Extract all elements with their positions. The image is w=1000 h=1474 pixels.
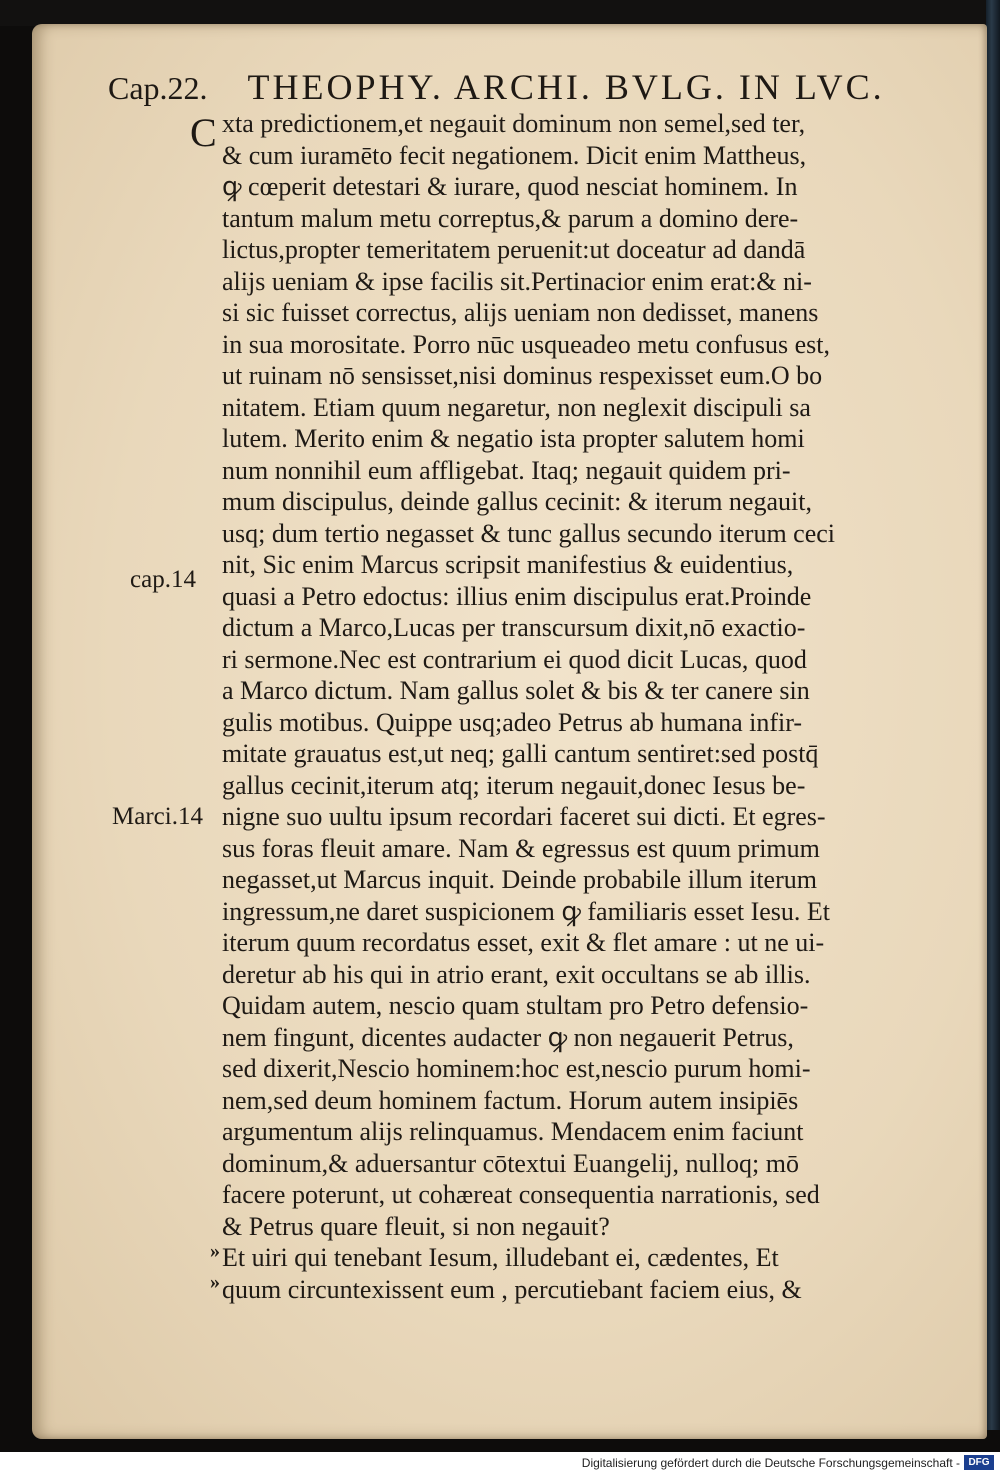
text-line: si sic fuisset correctus, alijs ueniam non dedisset, manens [222,298,819,327]
text-line: nigne suo uultu ipsum recordari faceret sui dicti. Et egres- [222,802,826,831]
scan-top-edge [0,0,1000,26]
quote-mark: » [210,1240,220,1262]
text-line: usq; dum tertio negasset & tunc gallus secundo iterum ceci [222,518,836,548]
text-line: argumentum alijs relinquamus. Mendacem enim faciunt [222,1117,804,1146]
body-text [222,108,932,1305]
text-line: gulis motibus. Quippe usq;adeo Petrus ab humana infir- [222,707,803,737]
text-line: Et uiri qui tenebant Iesum, illudebant ei, cædentes, Et [222,1243,779,1272]
text-line: lutem. Merito enim & negatio ista propter salutem homi [222,424,805,453]
text-line: sus foras fleuit amare. Nam & egressus est quum primum [222,833,820,863]
digitization-footer [0,1452,1000,1474]
text-line: ri sermone.Nec est contrarium ei quod dicit Lucas, quod [222,644,807,674]
text-line: iterum quum recordatus esset, exit & flet amare : ut ne ui- [222,928,825,957]
text-line: ꝙ cœperit detestari & iurare, quod nesciat hominem. In [222,172,798,201]
marginal-note: Marci.14 [112,803,203,830]
running-head-title: THEOPHY. ARCHI. BVLG. IN LVC. [247,67,885,107]
quote-mark: » [210,1271,220,1293]
text-line: nem,sed deum hominem factum. Horum autem insipiēs [222,1085,799,1115]
running-head [108,66,908,108]
footer-credit: Digitalisierung gefördert durch die Deutsche Forschungsgemeinschaft - [581,1456,960,1470]
text-line: num nonnihil eum affligebat. Itaq; negauit quidem pri- [222,455,791,485]
text-line: dictum a Marco,Lucas per transcursum dixit,nō exactio- [222,613,806,642]
text-line: & Petrus quare fleuit, si non negauit? [222,1211,610,1241]
text-line: quasi a Petro edoctus: illius enim discipulus erat.Proinde [222,581,812,611]
text-line: alijs ueniam & ipse facilis sit.Pertinacior enim erat:& ni- [222,266,812,296]
text-line: quum circuntexissent eum , percutiebant faciem eius, & [222,1274,802,1304]
text-line: ingressum,ne daret suspicionem ꝙ familiaris esset Iesu. Et [222,896,830,926]
text-line: sed dixerit,Nescio hominem:hoc est,nescio purum homi- [222,1054,811,1083]
text-line: mum discipulus, deinde gallus cecinit: & iterum negauit, [222,487,812,516]
text-line: nitatem. Etiam quum negaretur, non neglexit discipuli sa [222,392,811,422]
text-line: tantum malum metu correptus,& parum a domino dere- [222,203,799,233]
text-line: negasset,ut Marcus inquit. Deinde probabile illum iterum [222,865,817,894]
text-line: a Marco dictum. Nam gallus solet & bis & ter canere sin [222,676,810,705]
marginal-note: cap.14 [130,566,196,593]
scan-right-edge [986,0,1000,1430]
text-line: deretur ab his qui in atrio erant, exit occultans se ab illis. [222,959,811,989]
text-line: dominum,& aduersantur cōtextui Euangelij, nulloq; mō [222,1148,799,1178]
text-line: nit, Sic enim Marcus scripsit manifestius & euidentius, [222,550,794,579]
text-line: ut ruinam nō sensisset,nisi dominus respexisset eum.O bo [222,361,823,390]
text-line: xta predictionem,et negauit dominum non semel,sed ter, [222,109,806,138]
dfg-logo-icon: DFG [964,1455,994,1470]
running-head-chapter: Cap.22. [108,70,208,106]
text-line: nem fingunt, dicentes audacter ꝙ non negauerit Petrus, [222,1022,794,1052]
text-line: lictus,propter temeritatem peruenit:ut doceatur ad dandā [222,235,806,264]
text-line: mitate grauatus est,ut neq; galli cantum sentiret:sed postq̄ [222,739,819,768]
initial-letter: C [190,110,217,155]
text-line: Quidam autem, nescio quam stultam pro Petro defensio- [222,991,809,1020]
text-line: & cum iuramēto fecit negationem. Dicit enim Mattheus, [222,140,807,170]
text-line: gallus cecinit,iterum atq; iterum negauit,donec Iesus be- [222,770,806,800]
text-line: in sua morositate. Porro nūc usqueadeo metu confusus est, [222,329,830,359]
text-line: facere poterunt, ut cohæreat consequentia narrationis, sed [222,1180,820,1209]
